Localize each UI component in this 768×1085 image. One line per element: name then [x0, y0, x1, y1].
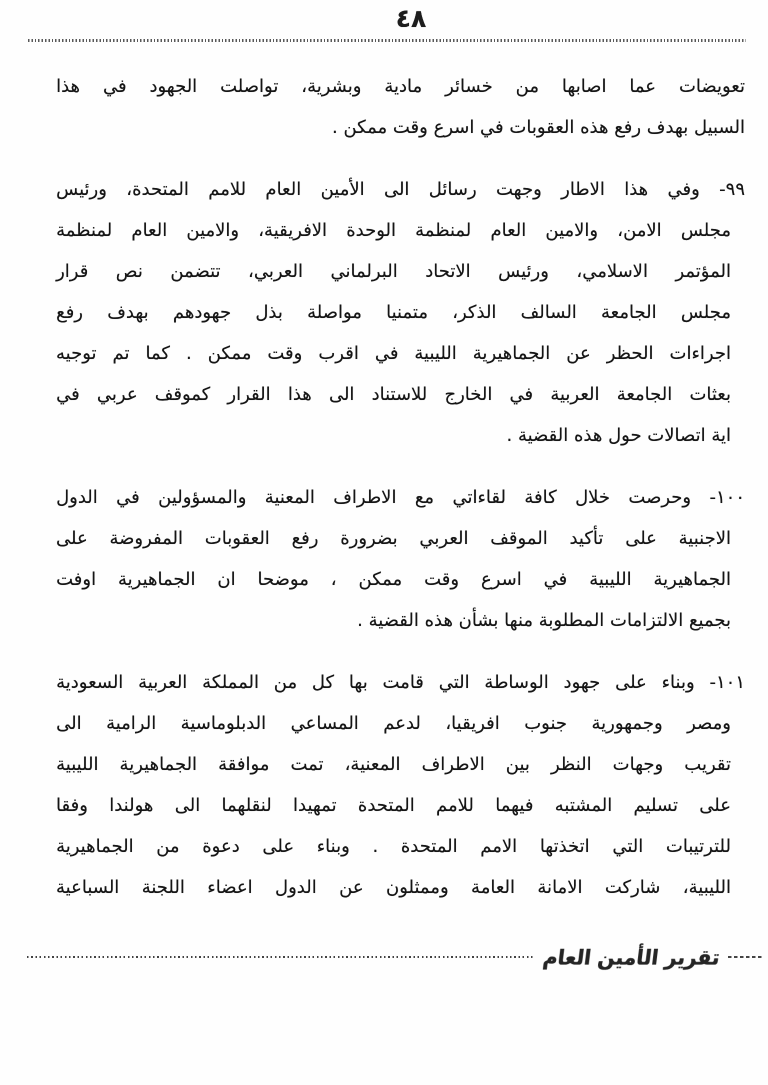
word: في	[374, 343, 399, 364]
word: وبناء	[661, 672, 695, 693]
word: الجهود	[149, 76, 198, 97]
paragraph-item-100	[56, 477, 745, 641]
word: الاطراف	[421, 754, 485, 775]
word: كموقف	[154, 384, 211, 405]
word: ١٠١-	[709, 672, 745, 693]
word: تعويضات	[678, 76, 745, 97]
word: مجلس	[680, 302, 731, 323]
word: الرامية	[106, 713, 157, 734]
word: اقرب	[318, 343, 359, 364]
word: وقت	[424, 569, 460, 590]
word: فيهما	[495, 795, 534, 816]
word: الجماهيرية	[56, 836, 134, 857]
text-line	[56, 251, 731, 292]
text-line: اية اتصالات حول هذه القضية .	[506, 425, 731, 446]
word: اجراءات	[669, 343, 731, 364]
word: المعنية،	[344, 754, 401, 775]
top-divider	[28, 39, 746, 42]
word: المتحدة	[357, 795, 415, 816]
word: في	[102, 76, 127, 97]
word: الاسلامي،	[576, 261, 648, 282]
word: وجمهورية	[591, 713, 663, 734]
word: خلال	[575, 487, 611, 508]
word: الى	[56, 713, 82, 734]
word: المساعي	[290, 713, 359, 734]
word: على	[56, 528, 88, 549]
word: الجامعة	[616, 384, 673, 405]
word: العام	[490, 220, 527, 241]
word: المفروضة	[109, 528, 184, 549]
word: العام	[131, 220, 168, 241]
word: جهودهم	[172, 302, 232, 323]
word: ومصر	[687, 713, 731, 734]
word: بين	[505, 754, 530, 775]
word: مجلس	[680, 220, 731, 241]
word: عما	[629, 76, 657, 97]
word: مادية	[384, 76, 423, 97]
footer-dash-line	[728, 956, 762, 959]
word: افريقيا،	[445, 713, 500, 734]
word: ممكن	[358, 569, 403, 590]
paragraph-item-101	[56, 662, 745, 908]
word: النظر	[551, 754, 592, 775]
text-line	[56, 66, 745, 107]
word: تأكيد	[569, 528, 604, 549]
word: لقاءاتي	[452, 487, 506, 508]
word: وجهت	[496, 179, 542, 200]
word: هولندا	[109, 795, 154, 816]
word: الليبية	[414, 343, 457, 364]
word: على	[615, 672, 647, 693]
word: اسرع	[481, 569, 522, 590]
word: بذل	[255, 302, 283, 323]
word: دعوة	[202, 836, 240, 857]
word: تمت	[290, 754, 324, 775]
word: والمسؤولين	[158, 487, 247, 508]
page-footer	[27, 936, 762, 978]
word: كما	[145, 343, 170, 364]
word: الاجنبية	[678, 528, 731, 549]
word: كافة	[524, 487, 557, 508]
word: المؤتمر	[675, 261, 731, 282]
text-line	[56, 826, 731, 867]
footer-divider	[27, 956, 534, 959]
word: تمهيدا	[293, 795, 337, 816]
word: الجماهيرية	[472, 343, 551, 364]
word: عربي	[96, 384, 138, 405]
word: الحظر	[606, 343, 654, 364]
word: الجماهيرية	[117, 569, 196, 590]
word: الامن،	[617, 220, 662, 241]
word: اصابها	[561, 76, 607, 97]
text-line: بجميع الالتزامات المطلوبة منها بشأن هذه القضية .	[357, 610, 731, 631]
word: السعودية	[56, 672, 124, 693]
word: جهود	[563, 672, 601, 693]
word: الذكر،	[452, 302, 497, 323]
word: اعضاء	[207, 877, 253, 898]
word: بعثات	[689, 384, 731, 405]
word: العربية	[138, 672, 188, 693]
word: الليبية	[56, 754, 99, 775]
word: ورئيس	[498, 261, 549, 282]
word: هذا	[624, 179, 649, 200]
word: الدول	[275, 877, 317, 898]
word: قامت	[382, 672, 424, 693]
word: على	[262, 836, 295, 857]
word: العقوبات	[204, 528, 270, 549]
word: العربية	[550, 384, 600, 405]
word: العربي،	[248, 261, 303, 282]
word: الامم	[480, 836, 518, 857]
word: الدول	[56, 487, 98, 508]
word: هذا	[287, 384, 312, 405]
word: عن	[566, 343, 591, 364]
word: بها	[348, 672, 368, 693]
word: للامم	[436, 795, 474, 816]
word: الليبية،	[682, 877, 731, 898]
word: وبشرية،	[301, 76, 362, 97]
word: الامانة	[537, 877, 583, 898]
word: اتخذتها	[539, 836, 590, 857]
word: الاطار	[561, 179, 605, 200]
word: العام	[265, 179, 302, 200]
word: .	[185, 343, 192, 364]
text-line	[56, 210, 731, 251]
word: الموقف	[490, 528, 548, 549]
word: توجيه	[56, 343, 97, 364]
word: المتحدة،	[126, 179, 189, 200]
word: من	[273, 672, 298, 693]
word: بضرورة	[340, 528, 398, 549]
word: .	[372, 836, 379, 857]
word: السباعية	[56, 877, 120, 898]
word: الى	[328, 384, 355, 405]
word: مع	[414, 487, 435, 508]
word: وممثلون	[385, 877, 449, 898]
word: في	[116, 487, 140, 508]
word: موافقة	[218, 754, 270, 775]
word: والامين	[186, 220, 240, 241]
word: كل	[311, 672, 335, 693]
word: مواصلة	[307, 302, 362, 323]
word: التي	[612, 836, 644, 857]
word: الليبية	[589, 569, 632, 590]
word: رفع	[56, 302, 84, 323]
word: تقريب	[684, 754, 731, 775]
word: المشتبه	[554, 795, 613, 816]
text-line	[56, 518, 731, 559]
word: اللجنة	[141, 877, 185, 898]
text-line	[56, 662, 745, 703]
word: العامة	[471, 877, 515, 898]
word: لمنظمة	[56, 220, 113, 241]
word: الاتحاد	[425, 261, 471, 282]
word: الخارج	[444, 384, 493, 405]
word: في	[543, 569, 568, 590]
word: تتضمن	[170, 261, 221, 282]
word: ،	[330, 569, 337, 590]
word: المعنية	[264, 487, 315, 508]
word: خسائر	[445, 76, 493, 97]
word: للترتيبات	[665, 836, 731, 857]
word: على	[625, 528, 657, 549]
word: وجهات	[612, 754, 664, 775]
word: الجماهيرية	[119, 754, 198, 775]
word: في	[56, 384, 80, 405]
word: هذا	[56, 76, 81, 97]
word: قرار	[56, 261, 89, 282]
word: للامم	[208, 179, 247, 200]
word: لدعم	[383, 713, 421, 734]
text-line	[56, 559, 731, 600]
text-line: السبيل بهدف رفع هذه العقوبات في اسرع وقت ممكن .	[332, 117, 745, 138]
word: تم	[112, 343, 130, 364]
word: المتحدة	[400, 836, 458, 857]
paragraph-intro-continuation	[56, 66, 745, 148]
word: الجامعة	[601, 302, 657, 323]
text-line	[56, 867, 731, 908]
word: الى	[383, 179, 410, 200]
word: والامين	[545, 220, 599, 241]
word: العربي	[419, 528, 469, 549]
word: بهدف	[107, 302, 149, 323]
word: الاطراف	[333, 487, 397, 508]
page-number: ٤٨	[395, 4, 427, 33]
footer-title: تقرير الأمين العام	[540, 944, 721, 970]
word: ورئيس	[56, 179, 107, 200]
word: الوحدة	[346, 220, 396, 241]
word: على	[699, 795, 731, 816]
word: تواصلت	[220, 76, 279, 97]
word: متمنيا	[386, 302, 428, 323]
word: السالف	[520, 302, 577, 323]
word: تسليم	[633, 795, 678, 816]
text-line	[56, 744, 731, 785]
text-line	[56, 785, 731, 826]
word: وحرصت	[628, 487, 692, 508]
word: ٩٩-	[719, 179, 745, 200]
word: الدبلوماسية	[180, 713, 267, 734]
word: الوساطة	[484, 672, 549, 693]
word: الجماهيرية	[653, 569, 731, 590]
word: شاركت	[604, 877, 661, 898]
text-line	[56, 169, 745, 210]
word: البرلماني	[330, 261, 398, 282]
text-line	[56, 477, 745, 518]
text-line	[56, 333, 731, 374]
word: عن	[339, 877, 364, 898]
word: المملكة	[202, 672, 259, 693]
word: التي	[438, 672, 470, 693]
word: من	[515, 76, 539, 97]
text-line	[56, 374, 731, 415]
word: ان	[217, 569, 236, 590]
word: رسائل	[428, 179, 477, 200]
word: وبناء	[316, 836, 350, 857]
word: القرار	[227, 384, 271, 405]
word: الافريقية،	[258, 220, 328, 241]
word: وفقا	[56, 795, 88, 816]
word: نص	[115, 261, 143, 282]
word: لمنظمة	[415, 220, 472, 241]
word: ممكن	[207, 343, 252, 364]
word: جنوب	[524, 713, 568, 734]
word: للاستناد	[371, 384, 428, 405]
word: في	[509, 384, 534, 405]
document-body	[56, 66, 745, 929]
word: لنقلهما	[221, 795, 272, 816]
text-line	[56, 292, 731, 333]
word: الأمين	[320, 179, 365, 200]
word: موضحا	[257, 569, 309, 590]
word: وقت	[267, 343, 303, 364]
text-line	[56, 703, 731, 744]
word: رفع	[291, 528, 319, 549]
word: الى	[174, 795, 201, 816]
paragraph-item-99	[56, 169, 745, 456]
word: اوفت	[56, 569, 97, 590]
word: من	[156, 836, 180, 857]
word: ١٠٠-	[709, 487, 745, 508]
word: وفي	[667, 179, 700, 200]
